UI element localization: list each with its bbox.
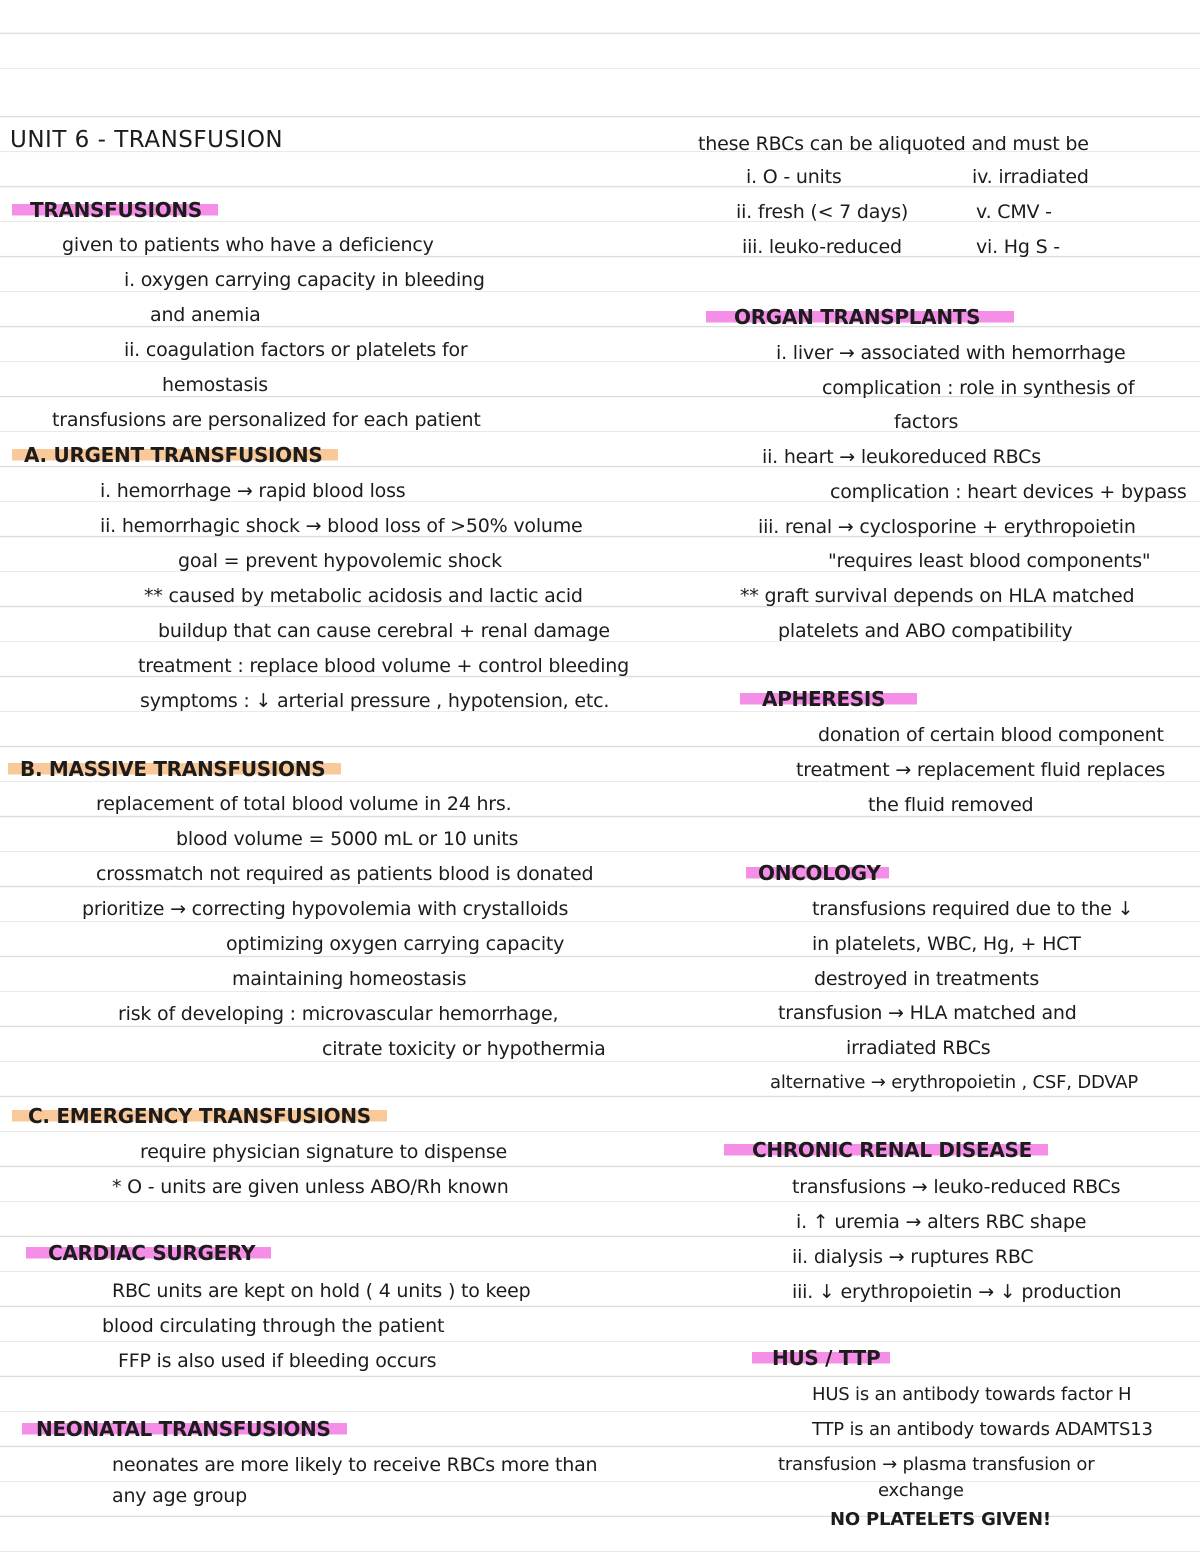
note-line: crossmatch not required as patients blood is donated (96, 863, 594, 885)
note-line: ** caused by metabolic acidosis and lactic acid (144, 585, 583, 607)
note-line: replacement of total blood volume in 24 hrs. (96, 793, 512, 815)
heading-neonatal-transfusions: NEONATAL TRANSFUSIONS (22, 1417, 347, 1441)
note-line: buildup that can cause cerebral + renal damage (158, 620, 610, 642)
note-line: transfusions required due to the ↓ (812, 898, 1134, 920)
rbc-list-item: vi. Hg S - (976, 236, 1060, 258)
note-line: hemostasis (162, 374, 268, 396)
note-line: neonates are more likely to receive RBCs more than (112, 1454, 598, 1476)
note-line: maintaining homeostasis (232, 968, 467, 990)
note-line: i. oxygen carrying capacity in bleeding (124, 269, 485, 291)
note-line: given to patients who have a deficiency (62, 234, 434, 256)
note-line: destroyed in treatments (814, 968, 1040, 990)
heading-organ-transplants: ORGAN TRANSPLANTS (706, 305, 1014, 329)
note-line: any age group (112, 1485, 247, 1507)
page-title: UNIT 6 - TRANSFUSION (10, 127, 284, 153)
note-line: symptoms : ↓ arterial pressure , hypotension, etc. (140, 690, 610, 712)
heading-urgent-transfusions: A. URGENT TRANSFUSIONS (12, 443, 338, 467)
heading-hus-ttp: HUS / TTP (752, 1346, 890, 1370)
note-line: in platelets, WBC, Hg, + HCT (812, 933, 1081, 955)
note-line: treatment → replacement fluid replaces (796, 759, 1166, 781)
rbc-list-item: v. CMV - (976, 201, 1052, 223)
note-line: ii. heart → leukoreduced RBCs (762, 446, 1041, 468)
note-line: treatment : replace blood volume + control bleeding (138, 655, 629, 677)
note-line: i. ↑ uremia → alters RBC shape (796, 1211, 1087, 1233)
note-line: ii. dialysis → ruptures RBC (792, 1246, 1034, 1268)
note-line: citrate toxicity or hypothermia (322, 1038, 606, 1060)
note-line: iii. renal → cyclosporine + erythropoietin (758, 516, 1136, 538)
heading-apheresis: APHERESIS (740, 687, 917, 711)
note-line: prioritize → correcting hypovolemia with crystalloids (82, 898, 569, 920)
note-line: transfusion → plasma transfusion or (778, 1454, 1095, 1475)
note-line: require physician signature to dispense (140, 1141, 508, 1163)
heading-massive-transfusions: B. MASSIVE TRANSFUSIONS (8, 757, 341, 781)
note-line: exchange (878, 1480, 964, 1501)
note-line: factors (894, 411, 959, 433)
heading-transfusions: TRANSFUSIONS (12, 198, 218, 222)
note-line: and anemia (150, 304, 261, 326)
note-line: * O - units are given unless ABO/Rh known (112, 1176, 509, 1198)
note-line: NO PLATELETS GIVEN! (830, 1509, 1051, 1530)
note-line: "requires least blood components" (828, 550, 1151, 572)
note-line: blood circulating through the patient (102, 1315, 445, 1337)
rbc-list-item: i. O - units (746, 166, 842, 188)
rbc-list-item: iv. irradiated (972, 166, 1089, 188)
note-line: i. liver → associated with hemorrhage (776, 342, 1126, 364)
note-line: ii. coagulation factors or platelets for (124, 339, 468, 361)
heading-oncology: ONCOLOGY (746, 861, 889, 885)
rbc-list-item: ii. fresh (< 7 days) (736, 201, 909, 223)
note-line: i. hemorrhage → rapid blood loss (100, 480, 406, 502)
note-line: complication : heart devices + bypass (830, 481, 1187, 503)
heading-emergency-transfusions: C. EMERGENCY TRANSFUSIONS (12, 1104, 387, 1128)
note-line: transfusions → leuko-reduced RBCs (792, 1176, 1121, 1198)
rbc-list-item: iii. leuko-reduced (742, 236, 902, 258)
note-line: FFP is also used if bleeding occurs (118, 1350, 437, 1372)
note-line: iii. ↓ erythropoietin → ↓ production (792, 1281, 1122, 1303)
heading-cardiac-surgery: CARDIAC SURGERY (26, 1241, 271, 1265)
note-line: complication : role in synthesis of (822, 377, 1135, 399)
note-line: HUS is an antibody towards factor H (812, 1384, 1132, 1405)
note-line: donation of certain blood component (818, 724, 1164, 746)
note-line: optimizing oxygen carrying capacity (226, 933, 565, 955)
heading-chronic-renal-disease: CHRONIC RENAL DISEASE (724, 1138, 1048, 1162)
note-line: risk of developing : microvascular hemorrhage, (118, 1003, 559, 1025)
note-line: alternative → erythropoietin , CSF, DDVAP (770, 1072, 1139, 1093)
note-line: ii. hemorrhagic shock → blood loss of >50% volume (100, 515, 583, 537)
note-line: TTP is an antibody towards ADAMTS13 (812, 1419, 1153, 1440)
note-line: transfusions are personalized for each patient (52, 409, 481, 431)
note-line: these RBCs can be aliquoted and must be (698, 133, 1089, 155)
note-line: transfusion → HLA matched and (778, 1002, 1077, 1024)
note-line: platelets and ABO compatibility (778, 620, 1073, 642)
note-line: ** graft survival depends on HLA matched (740, 585, 1135, 607)
note-line: goal = prevent hypovolemic shock (178, 550, 502, 572)
note-line: the fluid removed (868, 794, 1034, 816)
note-line: RBC units are kept on hold ( 4 units ) to keep (112, 1280, 531, 1302)
note-line: irradiated RBCs (846, 1037, 991, 1059)
note-line: blood volume = 5000 mL or 10 units (176, 828, 519, 850)
